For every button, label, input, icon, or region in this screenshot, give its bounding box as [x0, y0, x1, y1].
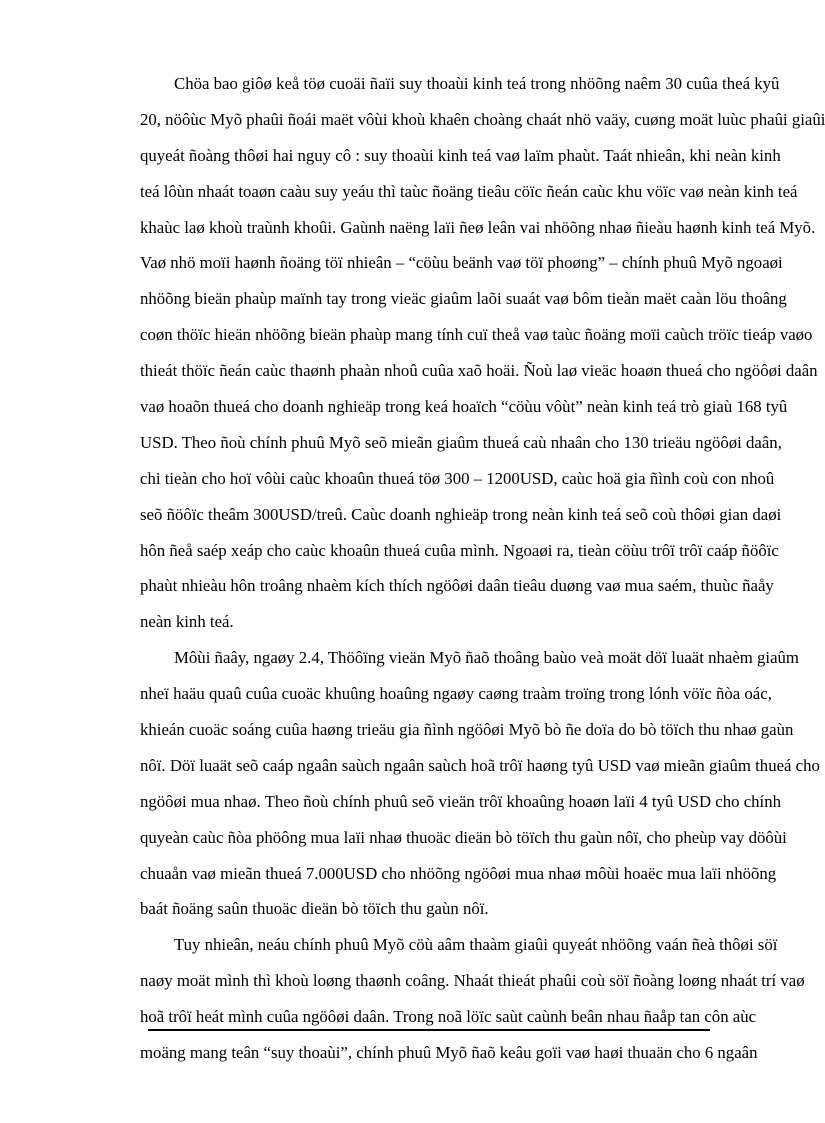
text-line: thieát thöïc ñeán caùc thaønh phaàn nhoû cuûa xaõ hoäi. Ñoù laø vieäc hoaøn thueá cho ngöôøi daân	[140, 361, 818, 381]
text-line: Vaø nhö moïi haønh ñoäng töï nhieân – “cöùu beänh vaø töï phoøng” – chính phuû Myõ ngoaøi	[140, 253, 783, 273]
text-line: khaùc laø khoù traùnh khoûi. Gaùnh naëng laïi ñeø leân vai nhöõng nhaø ñieàu haønh kinh teá Myõ.	[140, 217, 816, 237]
text-line: Môùi ñaây, ngaøy 2.4, Thöôïng vieän Myõ ñaõ thoâng baùo veà moät döï luaät nhaèm giaûm	[174, 648, 799, 668]
text-line: quyeàn caùc ñòa phöông mua laïi nhaø thuoäc dieän bò töïch thu gaùn nôï, cho pheùp vay döôùi	[140, 827, 787, 847]
text-line: 20, nöôùc Myõ phaûi ñoái maët vôùi khoù khaên choàng chaát nhö vaäy, cuøng moät luùc phaûi giaûi	[140, 109, 825, 129]
text-line: Tuy nhieân, neáu chính phuû Myõ cöù aâm thaàm giaûi quyeát nhöõng vaán ñeà thôøi söï	[174, 935, 778, 955]
text-line: nôï. Döï luaät seõ caáp ngaân saùch ngaân saùch hoã trôï haøng tyû USD vaø mieãn giaûm thueá cho	[140, 755, 820, 775]
text-line: quyeát ñoàng thôøi hai nguy cô : suy thoaùi kinh teá vaø laïm phaùt. Taát nhieân, khi neàn kinh	[140, 145, 781, 165]
text-line: phaùt nhieàu hôn troâng nhaèm kích thích ngöôøi daân tieâu duøng vaø mua saém, thuùc ñaåy	[140, 576, 774, 596]
footer-rule	[148, 1029, 710, 1031]
text-line: nheï haäu quaû cuûa cuoäc khuûng hoaûng ngaøy caøng traàm troïng trong lónh vöïc ñòa oác,	[140, 684, 772, 704]
text-line: USD. Theo ñoù chính phuû Myõ seõ mieãn giaûm thueá caù nhaân cho 130 trieäu ngöôøi daân,	[140, 432, 782, 452]
paragraph	[140, 66, 825, 640]
text-line: vaø hoaõn thueá cho doanh nghieäp trong keá hoaïch “cöùu vôùt” neàn kinh teá trò giaù 168 tyû	[140, 397, 788, 417]
text-line: nhöõng bieän phaùp maïnh tay trong vieäc giaûm laõi suaát vaø bôm tieàn maët caàn löu thoâng	[140, 289, 787, 309]
text-line: naøy moät mình thì khoù loøng thaønh coâng. Nhaát thieát phaûi coù söï ñoàng loøng nhaát trí vaø	[140, 971, 805, 991]
text-line: hoã trôï heát mình cuûa ngöôøi daân. Trong noã löïc saùt caùnh beân nhau ñaåp tan côn aùc	[140, 1007, 757, 1027]
paragraph	[140, 927, 805, 1071]
text-line: khieán cuoäc soáng cuûa haøng trieäu gia ñình ngöôøi Myõ bò ñe doïa do bò töïch thu nhaø gaùn	[140, 720, 794, 740]
text-line: chuaån vaø mieãn thueá 7.000USD cho nhöõng ngöôøi mua nhaø môùi hoaëc mua laïi nhöõng	[140, 863, 777, 883]
text-line: teá lôùn nhaát toaøn caàu suy yeáu thì taùc ñoäng tieâu cöïc ñeán caùc khu vöïc vaø neàn kinh teá	[140, 181, 798, 201]
text-line: moäng mang teân “suy thoaùi”, chính phuû Myõ ñaõ keâu goïi vaø haøi thuaän cho 6 ngaân	[140, 1043, 758, 1063]
body-text	[140, 66, 825, 1071]
text-line: baát ñoäng saûn thuoäc dieän bò töïch thu gaùn nôï.	[140, 899, 489, 919]
text-line: neàn kinh teá.	[140, 612, 234, 632]
text-line: Chöa bao giôø keå töø cuoäi ñaïi suy thoaùi kinh teá trong nhöõng naêm 30 cuûa theá kyû	[174, 74, 780, 93]
text-line: seõ ñöôïc theâm 300USD/treû. Caùc doanh nghieäp trong neàn kinh teá seõ coù thôøi gian daøi	[140, 504, 782, 524]
text-line: chi tieàn cho hoï vôùi caùc khoaûn thueá töø 300 – 1200USD, caùc hoä gia ñình coù con nhoû	[140, 468, 775, 488]
text-line: ngöôøi mua nhaø. Theo ñoù chính phuû seõ vieän trôï khoaûng hoaøn laïi 4 tyû USD cho chính	[140, 791, 782, 811]
paragraph	[140, 640, 820, 927]
text-line: hôn ñeå saép xeáp cho caùc khoaûn thueá cuûa mình. Ngoaøi ra, tieàn cöùu trôï trôï caáp ñöôïc	[140, 540, 779, 560]
text-line: coøn thöïc hieän nhöõng bieän phaùp mang tính cuï theå vaø taùc ñoäng moïi caùch tröïc tieáp vaøo	[140, 325, 813, 345]
